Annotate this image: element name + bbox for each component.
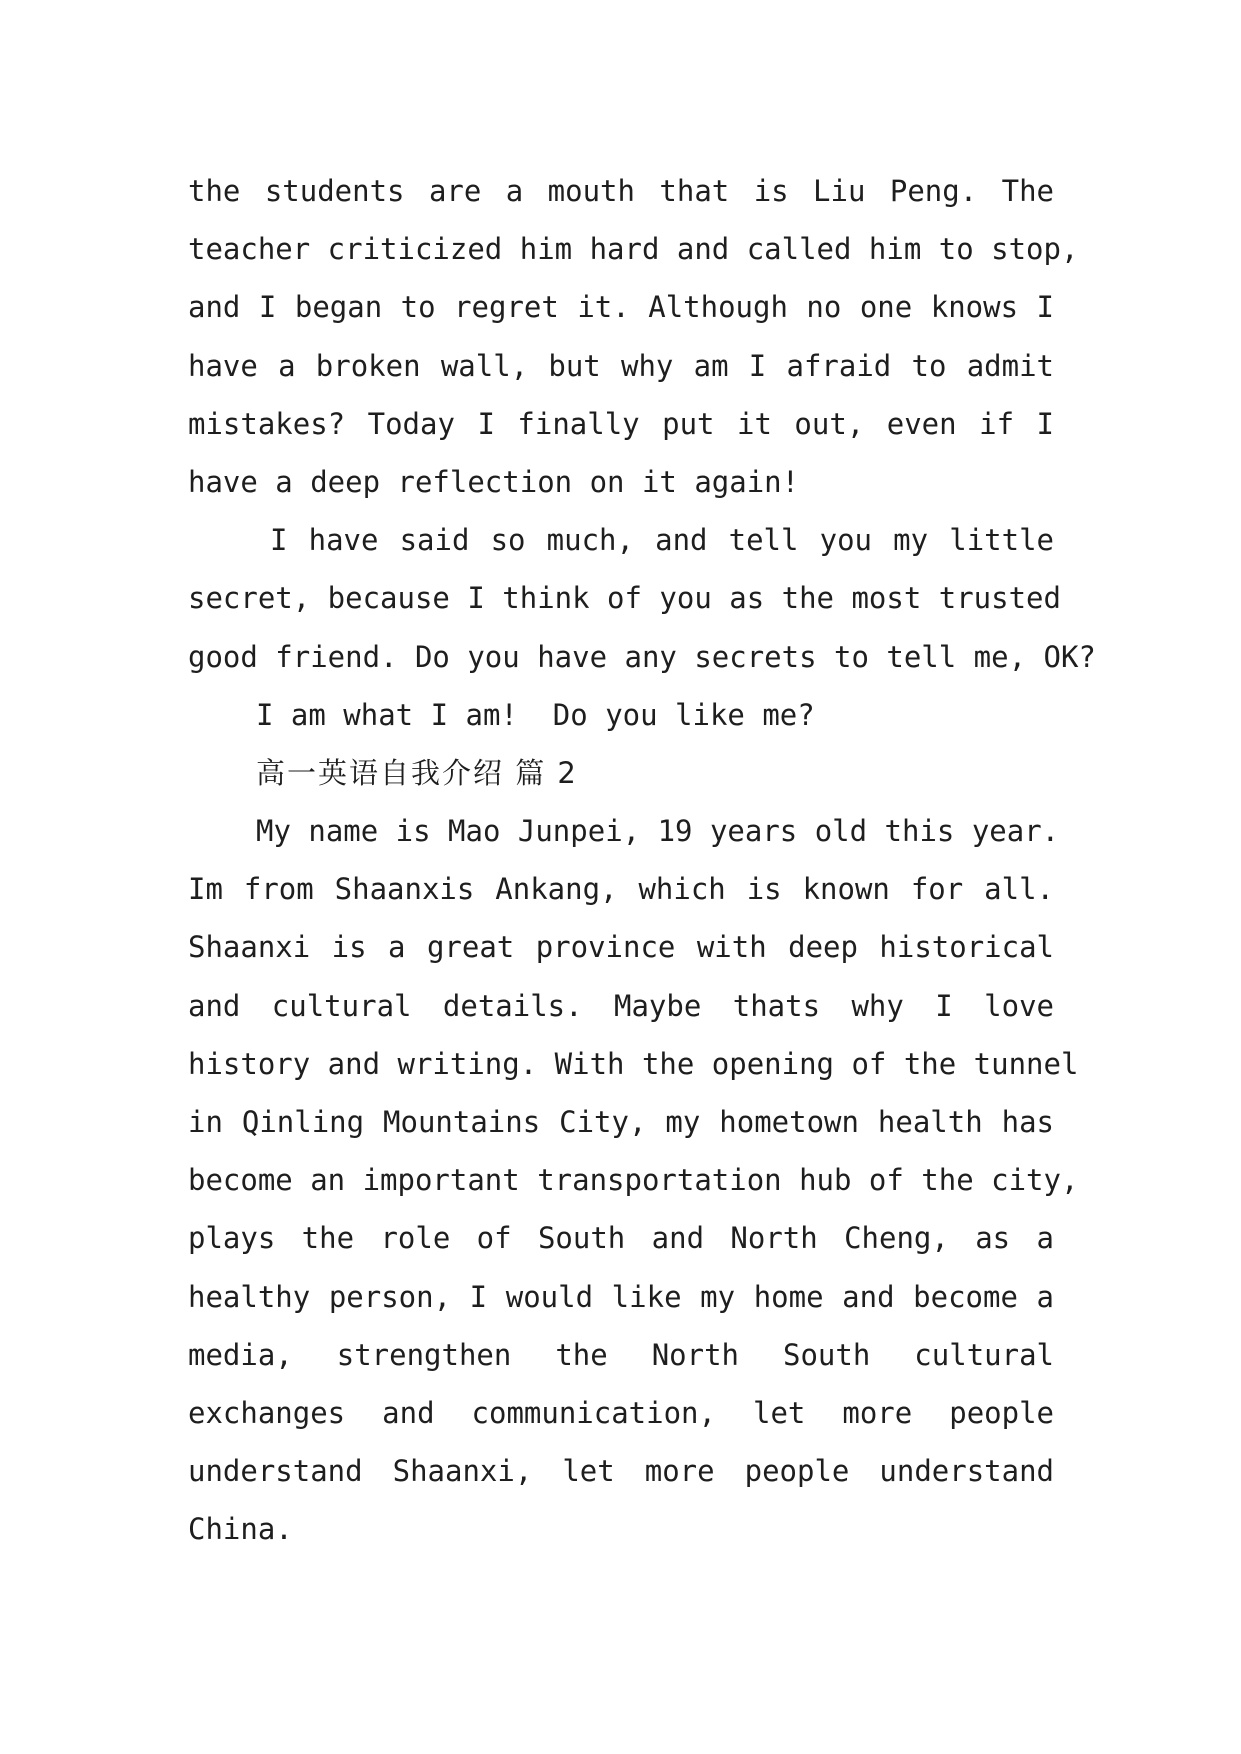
text-line: secret, because I think of you as the most trusted — [188, 581, 1061, 616]
text-line: I have said so much, and tell you my little — [270, 523, 1054, 558]
text-line: understand Shaanxi, let more people understand — [188, 1454, 1054, 1489]
section-heading: 高一英语自我介绍 篇 2 — [256, 755, 578, 790]
paragraph-closing: I am what I am! Do you like me? — [256, 697, 815, 732]
text-line: media, strengthen the North South cultural — [188, 1337, 1054, 1372]
paragraph-continuation — [188, 162, 1079, 511]
paragraph-secret — [188, 511, 1096, 686]
text-line: teacher criticized him hard and called him to stop, — [188, 232, 1079, 267]
text-line: healthy person, I would like my home and become a — [188, 1279, 1054, 1314]
text-line: history and writing. With the opening of the tunnel — [188, 1046, 1079, 1081]
text-line: the students are a mouth that is Liu Peng. The — [188, 174, 1054, 208]
text-line: have a broken wall, but why am I afraid to admit — [188, 348, 1054, 383]
text-line: mistakes? Today I finally put it out, even if I — [188, 406, 1054, 441]
text-line: and cultural details. Maybe thats why I love — [188, 988, 1054, 1023]
document-body — [188, 162, 1096, 1559]
text-line: become an important transportation hub of the city, — [188, 1163, 1079, 1198]
text-line: have a deep reflection on it again! — [188, 464, 800, 499]
paragraph-introduction — [188, 802, 1079, 1558]
text-line: and I began to regret it. Although no one knows I — [188, 290, 1054, 325]
text-line: China. — [188, 1512, 293, 1547]
text-line: My name is Mao Junpei, 19 years old this year. — [256, 814, 1060, 849]
text-line: exchanges and communication, let more people — [188, 1395, 1054, 1430]
text-line: in Qinling Mountains City, my hometown health has — [188, 1105, 1054, 1139]
text-line: Im from Shaanxis Ankang, which is known for all. — [188, 872, 1054, 907]
text-line: good friend. Do you have any secrets to tell me, OK? — [188, 639, 1096, 674]
text-line: Shaanxi is a great province with deep historical — [188, 930, 1054, 965]
text-line: plays the role of South and North Cheng, as a — [188, 1221, 1054, 1256]
